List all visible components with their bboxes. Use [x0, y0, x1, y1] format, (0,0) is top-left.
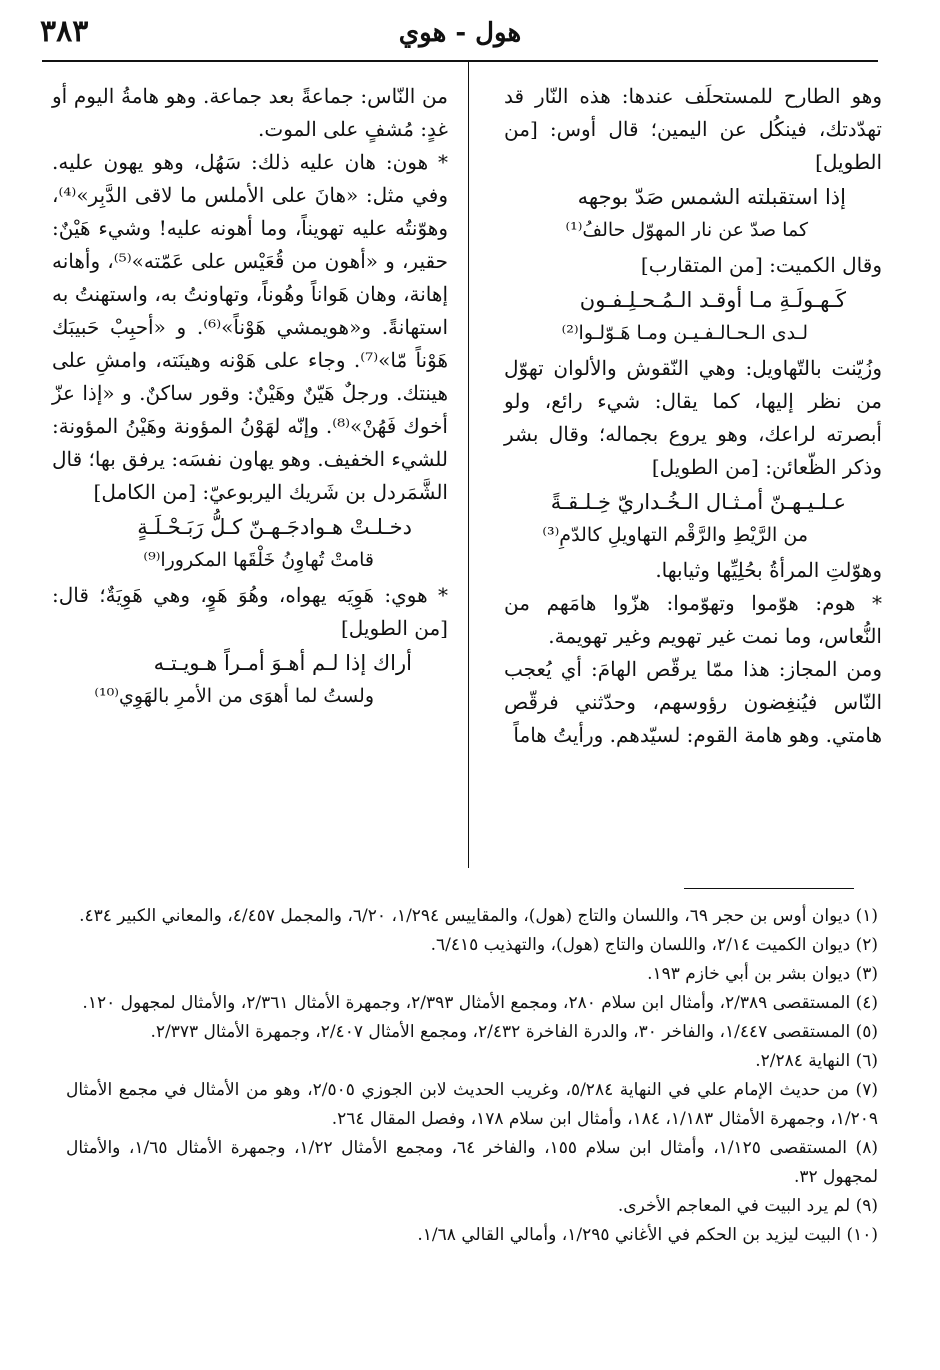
- paragraph: وزُيّنت بالتّهاويل: وهي النّقوش والألوان تهوّل من نظر إليها، كما يقال: شيء رائع، ولو أبصرته لراعك، وهو يروع بجماله؛ وقال بشر وذكر الظّعائن: [من الطويل]: [504, 356, 882, 479]
- entry-paragraph: * هوم: هوّموا وتهوّموا: هزّوا هامَهم من النُّعاس، وما نمت غير تهويم وغير تهويمة.: [504, 591, 882, 648]
- verse-hemistich: كَـهـولَـةِ مـا أوقـد الـمُـحـلِـفـون: [579, 288, 846, 312]
- verse: [52, 647, 448, 713]
- paragraph: وهوّلتِ المرأةُ بحُلِيِّها وثيابها.: [655, 558, 882, 582]
- footnote: (٣) ديوان بشر بن أبي خازم ١٩٣.: [647, 964, 878, 984]
- header-rule: [42, 60, 878, 62]
- footnote: (٧) من حديث الإمام علي في النهاية ٥/٢٨٤، وغريب الحديث لابن الجوزي ٢/٥٠٥، وهو من الأمثال في مجمع الأمثال ١/٢٠٩، وجمهرة الأمثال ١/١٨٣، ١٨٤، وأمثال ابن سلام ١٧٨، وفصل المقال ٢٦٤.: [66, 1080, 878, 1129]
- verse-hemistich: عـلـيـهـنّ أمـثـال الـخُـداريّ خِـلـقـةً: [550, 490, 846, 514]
- verse-hemistich: قامتْ تُهاوِنُ خَلْقَها المكرورا⁽⁹⁾: [143, 549, 374, 571]
- column-divider: [468, 62, 469, 868]
- verse: [52, 511, 448, 577]
- footnote: (٩) لم يرد البيت في المعاجم الأخرى.: [617, 1196, 878, 1216]
- page-number: ٣٨٣: [40, 14, 89, 49]
- verse-hemistich: أراك إذا لـم أهـوَ أمـراً هـويـتـه: [153, 651, 412, 675]
- footnotes: [66, 902, 878, 1250]
- page-header: [40, 14, 880, 56]
- verse-hemistich: كما صدّ عن نار المهوّل حالفُ⁽¹⁾: [565, 219, 808, 241]
- paragraph: وقال الكميت: [من المتقارب]: [640, 253, 882, 277]
- running-head: هول - هوي: [398, 18, 522, 48]
- paragraph: وهو الطارح للمستحلَف عندها: هذه النّار قد تهدّدتك، فينكُل عن اليمين؛ قال أوس: [من الطويل]: [504, 84, 882, 174]
- footnote: (٨) المستقصى ١/١٢٥، وأمثال ابن سلام ١٥٥، والفاخر ٦٤، ومجمع الأمثال ١/٢٢، وجمهرة الأمثال ١/٦٥، والأمثال لمجهول ٣٢.: [66, 1138, 878, 1187]
- footnote: (٦) النهاية ٢/٢٨٤.: [755, 1051, 878, 1071]
- footnote: (٤) المستقصى ٢/٣٨٩، وأمثال ابن سلام ٢٨٠، ومجمع الأمثال ٢/٣٩٣، وجمهرة الأمثال ٢/٣٦١، والأمثال لمجهول ١٢٠.: [82, 993, 878, 1013]
- verse: [504, 181, 882, 247]
- verse-hemistich: لـدى الـحـالـفـيـن ومـا هَـوّلـوا⁽²⁾: [561, 322, 808, 344]
- footnote: (٢) ديوان الكميت ٢/١٤، واللسان والتاج (هول)، والتهذيب ٦/٤١٥.: [430, 935, 878, 955]
- verse-hemistich: ولستُ لما أهوَى من الأمرِ بالهَوِي⁽¹⁰⁾: [94, 685, 374, 707]
- footnote: (١) ديوان أوس بن حجر ٦٩، واللسان والتاج (هول)، والمقاييس ١/٢٩٤، ٦/٢٠، والمجمل ٤/٤٥٧، والمعاني الكبير ٤٣٤.: [79, 906, 878, 926]
- verse-hemistich: دخـلـتْ هـوادجَـهـنّ كـلُّ رَبَـحْـلَـةٍ: [137, 515, 412, 539]
- paragraph: من النّاس: جماعةً بعد جماعة. وهو هامةُ اليوم أو غدٍ: مُشفٍ على الموت.: [52, 84, 448, 141]
- verse-hemistich: من الرَّيْطِ والرَّقْم التهاويلِ كالدّمِ⁽³⁾: [542, 524, 808, 546]
- left-column: [52, 80, 448, 715]
- verse-hemistich: إذا استقبلته الشمس صَدّ بوجهه: [577, 185, 846, 209]
- entry-paragraph: * هوي: هَوِيَه يهواه، وهُوَ هَوٍ، وهي هَوِيَةٌ؛ قال: [من الطويل]: [52, 583, 448, 640]
- entry-paragraph: * هون: هان عليه ذلك: سَهُل، وهو يهون عليه. وفي مثل: «هانَ على الأملس ما لاقى الدَّبِر»⁽⁴⁾، وهوّنتُه عليه تهويناً، وما أهونه عليه! وشيء هَيْنٌ: حقير، و «أهون من قُعَيْس على عَمّته»⁽⁵⁾، وأهانه إهانة، وهان هَواناً وهُوناً، وتهاونتُ به، واستهنتُ به استهانةً. و«هويمشي هَوْناً»⁽⁶⁾. و «أحبِبْ حَبيبَك هَوْناً مّا»⁽⁷⁾. وجاء على هَوْنه وهينَته، وامشِ على هينتك. ورجلٌ هَيّنٌ وهَيْنٌ: وقور ساكنٌ. و «إذا عزّ أخوك فَهُنْ»⁽⁸⁾. وإنّه لهَوْنُ المؤونة وهَيْنُ المؤونة: للشيء الخفيف. وهو يهاون نفسَه: يرفق بها؛ قال الشَّمَردل بن شَريك اليربوعيّ: [من الكامل]: [52, 150, 449, 504]
- footnote-rule: [684, 888, 854, 889]
- footnote: (٥) المستقصى ١/٤٤٧، والفاخر ٣٠، والدرة الفاخرة ٢/٤٣٢، ومجمع الأمثال ٢/٤٠٧، وجمهرة الأمثال ٢/٣٧٣.: [150, 1022, 878, 1042]
- footnote: (١٠) البيت ليزيد بن الحكم في الأغاني ١/٢٩٥، وأمالي القالي ١/٦٨.: [417, 1225, 878, 1245]
- paragraph: ومن المجاز: هذا ممّا يرقّص الهامَ: أي يُعجب النّاس فيُنغِضون رؤوسهم، وحدّثني فرقّص هامتي. وهو هامة القوم: لسيّدهم. ورأيتُ هاماً: [504, 657, 882, 747]
- verse: [504, 284, 882, 350]
- verse: [504, 486, 882, 552]
- right-column: [504, 80, 882, 752]
